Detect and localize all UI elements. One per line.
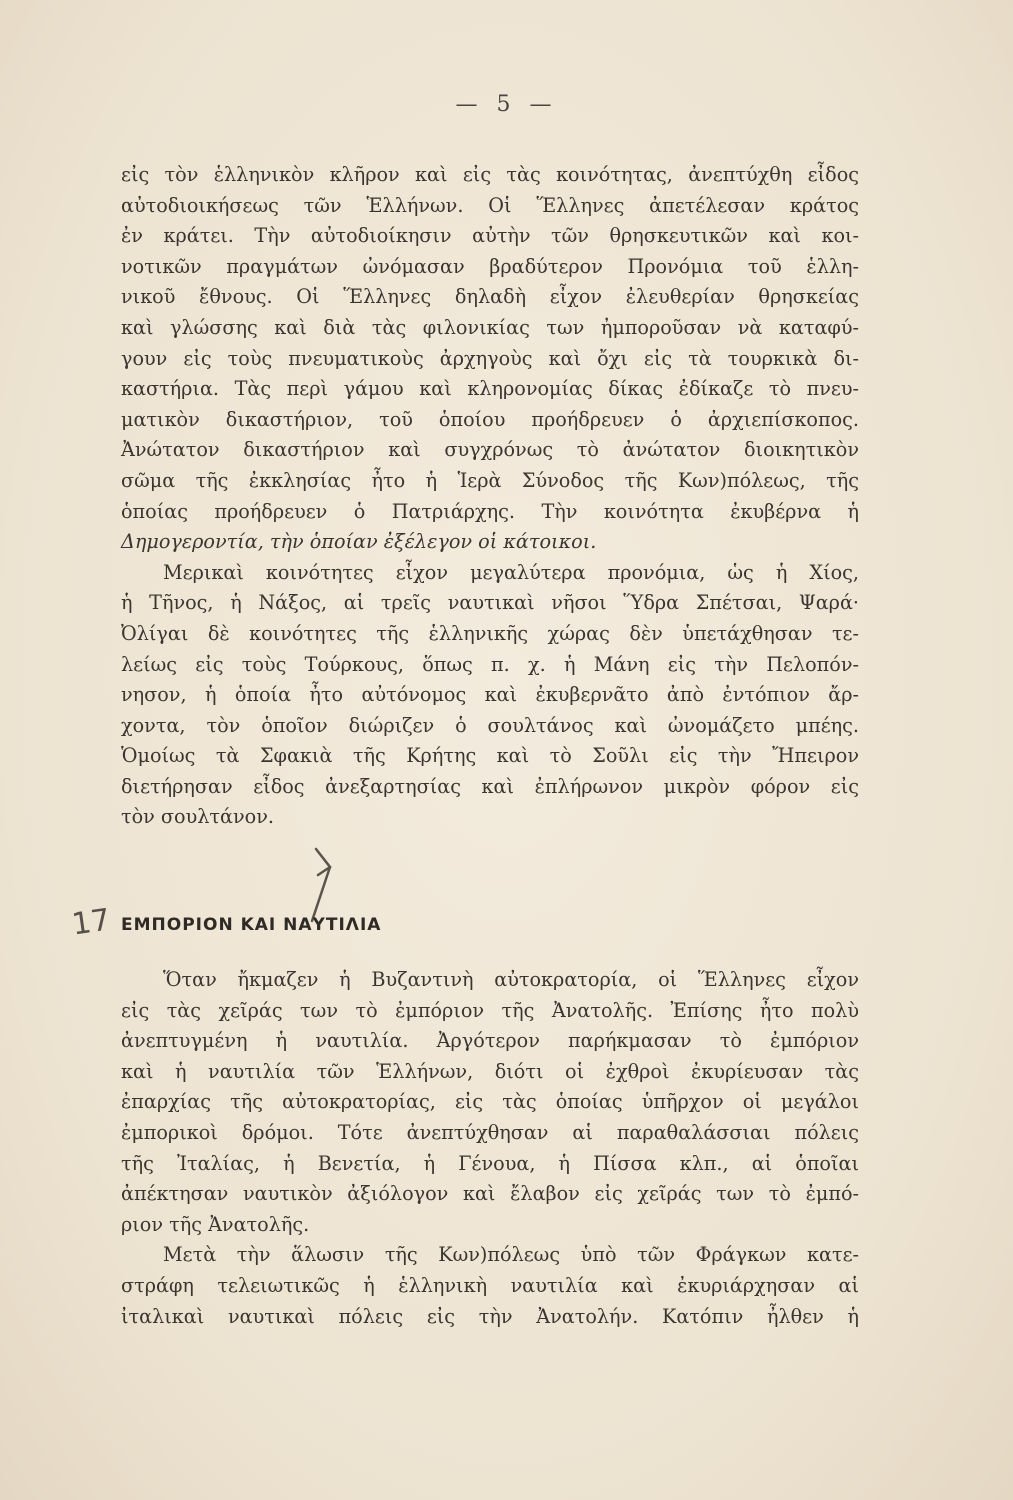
text-line: νικοῦ ἔθνους. Οἱ Ἕλληνες δηλαδὴ εἶχον ἐλευθερίαν θρησκείας <box>121 285 859 309</box>
text-line: νησον, ἡ ὁποία ἦτο αὐτόνομος καὶ ἐκυβερνᾶτο ἀπὸ ἐντόπιον ἄρ- <box>121 683 859 707</box>
text-line: ὁποίας προήδρευεν ὁ Πατριάρχης. Τὴν κοινότητα ἐκυβέρνα ἡ <box>121 499 859 523</box>
text-line: καὶ γλώσσης καὶ διὰ τὰς φιλονικίας των ἠμποροῦσαν νὰ καταφύ- <box>121 315 859 339</box>
text-line: καὶ ἡ ναυτιλία τῶν Ἑλλήνων, διότι οἱ ἐχθροὶ ἐκυρίευσαν τὰς <box>121 1059 859 1083</box>
text-line: καστήρια. Τὰς περὶ γάμου καὶ κληρονομίας δίκας ἐδίκαζε τὸ πνευ- <box>121 377 859 401</box>
pencil-scratch-mark <box>300 845 340 925</box>
text-line: χοντα, τὸν ὁποῖον διώριζεν ὁ σουλτάνος καὶ ὠνομάζετο μπέης. <box>121 713 859 737</box>
text-line: λείως εἰς τοὺς Τούρκους, ὅπως π. χ. ἡ Μάνη εἰς τὴν Πελοπόν- <box>121 652 859 676</box>
text-line: ματικὸν δικαστήριον, τοῦ ὁποίου προήδρευεν ὁ ἀρχιεπίσκοπος. <box>121 407 859 431</box>
text-line: στράφη τελειωτικῶς ἡ ἑλληνικὴ ναυτιλία καὶ ἐκυριάρχησαν αἱ <box>121 1273 859 1297</box>
text-line: διετήρησαν εἶδος ἀνεξαρτησίας καὶ ἐπλήρωνον μικρὸν φόρον εἰς <box>121 774 859 798</box>
text-line: αὐτοδιοικήσεως τῶν Ἑλλήνων. Οἱ Ἕλληνες ἀπετέλεσαν κράτος <box>121 193 859 217</box>
text-line: τὸν σουλτάνον. <box>121 805 274 829</box>
text-line: ἐμπορικοὶ δρόμοι. Τότε ἀνεπτύχθησαν αἱ παραθαλάσσιαι πόλεις <box>121 1120 859 1144</box>
text-line: Ὅταν ἤκμαζεν ἡ Βυζαντινὴ αὐτοκρατορία, οἱ Ἕλληνες εἶχον <box>163 968 859 991</box>
text-line: Μερικαὶ κοινότητες εἶχον μεγαλύτερα προνόμια, ὡς ἡ Χίος, <box>163 560 859 584</box>
text-line: εἰς τὰς χεῖράς των τὸ ἐμπόριον τῆς Ἀνατολῆς. Ἐπίσης ἦτο πολὺ <box>121 998 859 1022</box>
text-line: ἀπέκτησαν ναυτικὸν ἀξιόλογον καὶ ἔλαβον εἰς χεῖράς των τὸ ἐμπό- <box>121 1182 859 1206</box>
text-line: ἰταλικαὶ ναυτικαὶ πόλεις εἰς τὴν Ἀνατολήν. Κατόπιν ἦλθεν ἡ <box>121 1304 859 1328</box>
margin-note: 17 <box>69 902 113 943</box>
page-number: — 5 — <box>455 92 558 117</box>
text-line: ριον τῆς Ἀνατολῆς. <box>121 1212 310 1236</box>
text-line: νοτικῶν πραγμάτων ὠνόμασαν βραδύτερον Προνόμια τοῦ ἑλλη- <box>121 254 859 278</box>
text-line: Ἀνώτατον δικαστήριον καὶ συγχρόνως τὸ ἀνώτατον διοικητικὸν <box>121 438 859 462</box>
text-line: σῶμα τῆς ἐκκλησίας ἦτο ἡ Ἱερὰ Σύνοδος τῆς Κων)πόλεως, τῆς <box>121 468 859 492</box>
text-line: ἀνεπτυγμένη ἡ ναυτιλία. Ἀργότερον παρήκμασαν τὸ ἐμπόριον <box>121 1029 859 1053</box>
text-line: Ὀλίγαι δὲ κοινότητες τῆς ἑλληνικῆς χώρας δὲν ὑπετάχθησαν τε- <box>121 621 859 645</box>
text-line: ἐν κράτει. Τὴν αὐτοδιοίκησιν αὐτὴν τῶν θρησκευτικῶν καὶ κοι- <box>121 224 859 248</box>
text-line: τῆς Ἰταλίας, ἡ Βενετία, ἡ Γένουα, ἡ Πίσσα κλπ., αἱ ὁποῖαι <box>121 1151 859 1175</box>
text-line: ἡ Τῆνος, ἡ Νάξος, αἱ τρεῖς ναυτικαὶ νῆσοι Ὕδρα Σπέτσαι, Ψαρά· <box>121 591 859 615</box>
body-text-lower <box>121 965 859 1332</box>
text-line: εἰς τὸν ἑλληνικὸν κλῆρον καὶ εἰς τὰς κοινότητας, ἀνεπτύχθη εἶδος <box>121 163 859 186</box>
text-line: Μετὰ τὴν ἅλωσιν τῆς Κων)πόλεως ὑπὸ τῶν Φράγκων κατε- <box>163 1243 859 1267</box>
text-line: γουν εἰς τοὺς πνευματικοὺς ἀρχηγοὺς καὶ ὄχι εἰς τὰ τουρκικὰ δι- <box>121 346 859 370</box>
text-line: Δημογεροντία, τὴν ὁποίαν ἐξέλεγον οἱ κάτοικοι. <box>121 530 597 554</box>
section-heading: ΕΜΠΟΡΙΟΝ ΚΑΙ ΝΑΥΤΙΛΙΑ <box>121 915 382 935</box>
text-line: ἐπαρχίας τῆς αὐτοκρατορίας, εἰς τὰς ὁποίας ὑπῆρχον οἱ μεγάλοι <box>121 1090 859 1114</box>
body-text-upper <box>121 160 859 833</box>
text-line: Ὁμοίως τὰ Σφακιὰ τῆς Κρήτης καὶ τὸ Σοῦλι εἰς τὴν Ἤπειρον <box>121 744 859 768</box>
